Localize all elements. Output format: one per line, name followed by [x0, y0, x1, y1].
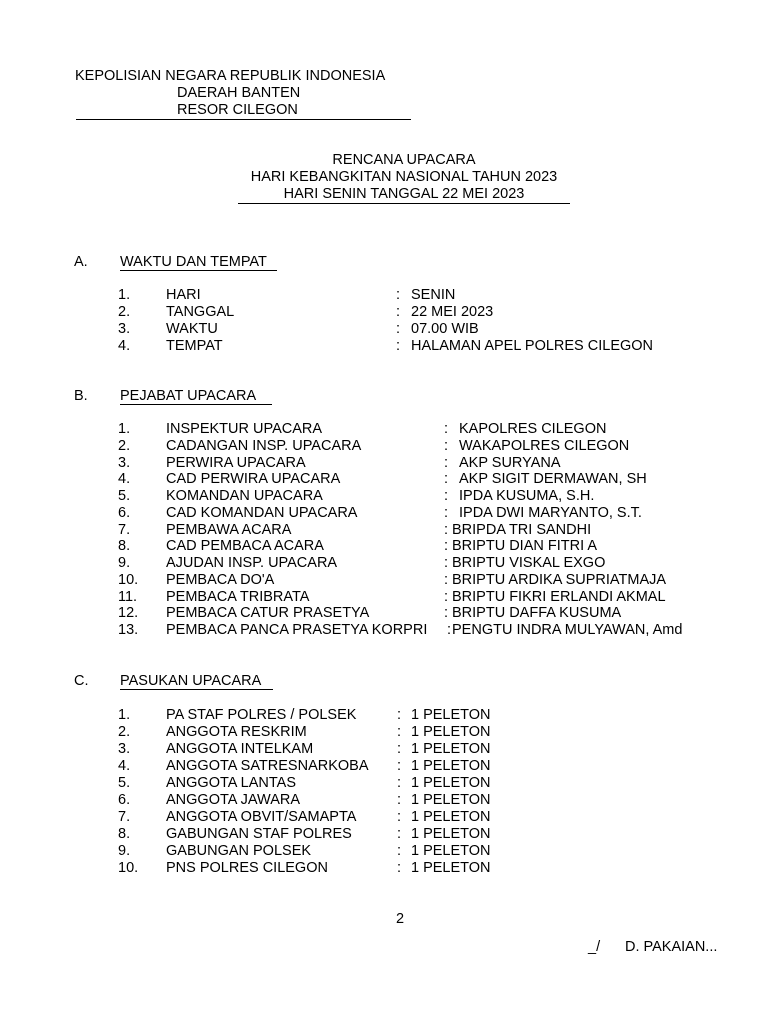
- section-title: WAKTU DAN TEMPAT: [120, 254, 267, 270]
- item-separator: :: [444, 605, 449, 622]
- section-c-heading: [0, 673, 768, 690]
- item-number: 4.: [118, 338, 131, 354]
- item-number: 10.: [118, 571, 139, 588]
- item-label: GABUNGAN STAF POLRES: [166, 826, 352, 842]
- item-value: 1 PELETON: [411, 826, 491, 842]
- item-separator: :: [447, 622, 452, 638]
- list-item: [0, 707, 768, 724]
- item-separator: :: [397, 724, 402, 740]
- list-item: [0, 522, 768, 539]
- section-a-underline: [120, 270, 277, 271]
- item-value: WAKAPOLRES CILEGON: [459, 437, 630, 454]
- letterhead-underline: [76, 119, 411, 120]
- item-label: ANGGOTA OBVIT/SAMAPTA: [166, 809, 357, 825]
- item-number: 9.: [118, 843, 131, 859]
- item-label: PEMBAWA ACARA: [166, 521, 292, 538]
- item-separator: :: [444, 504, 449, 521]
- item-number: 2.: [118, 724, 131, 740]
- letterhead-line-1: KEPOLISIAN NEGARA REPUBLIK INDONESIA: [75, 68, 386, 84]
- item-label: ANGGOTA RESKRIM: [166, 724, 307, 740]
- item-label: PERWIRA UPACARA: [166, 454, 306, 471]
- item-value: AKP SIGIT DERMAWAN, SH: [459, 471, 647, 488]
- item-label: WAKTU: [166, 321, 218, 337]
- list-item: [0, 741, 768, 758]
- list-item: [0, 287, 768, 304]
- item-number: 6.: [118, 504, 131, 521]
- item-separator: :: [397, 843, 402, 859]
- item-label: ANGGOTA SATRESNARKOBA: [166, 758, 369, 774]
- item-number: 8.: [118, 538, 131, 555]
- item-separator: :: [397, 741, 402, 757]
- section-b-heading: [0, 388, 768, 405]
- item-value: 1 PELETON: [411, 775, 491, 791]
- item-value: 1 PELETON: [411, 860, 491, 876]
- item-value: BRIPTU VISKAL EXGO: [452, 555, 606, 571]
- list-item: [0, 471, 768, 488]
- letterhead-line-2: DAERAH BANTEN: [177, 85, 301, 101]
- list-item: [0, 555, 768, 572]
- item-number: 1.: [118, 287, 131, 303]
- item-label: HARI: [166, 287, 201, 303]
- section-letter: B.: [74, 388, 88, 404]
- item-label: PEMBACA PANCA PRASETYA KORPRI: [166, 622, 428, 638]
- item-number: 10.: [118, 860, 139, 876]
- item-value: BRIPDA TRI SANDHI: [452, 521, 592, 538]
- item-label: CAD PERWIRA UPACARA: [166, 471, 341, 488]
- item-value: KAPOLRES CILEGON: [459, 421, 607, 437]
- item-label: TEMPAT: [166, 338, 223, 354]
- item-number: 1.: [118, 707, 131, 723]
- item-label: KOMANDAN UPACARA: [166, 488, 323, 504]
- item-separator: :: [397, 860, 402, 876]
- item-number: 2.: [118, 437, 131, 454]
- list-item: [0, 589, 768, 606]
- list-item: [0, 572, 768, 589]
- item-label: PNS POLRES CILEGON: [166, 860, 328, 876]
- item-separator: :: [397, 792, 402, 808]
- item-separator: :: [444, 471, 449, 488]
- item-value: IPDA KUSUMA, S.H.: [459, 488, 595, 504]
- list-item: [0, 455, 768, 472]
- item-value: BRIPTU FIKRI ERLANDI AKMAL: [452, 588, 666, 605]
- document-title-line-1: RENCANA UPACARA: [332, 152, 476, 168]
- title-underline: [238, 203, 570, 204]
- list-item: [0, 538, 768, 555]
- item-number: 8.: [118, 826, 131, 842]
- item-separator: :: [444, 421, 449, 437]
- item-number: 7.: [118, 521, 131, 538]
- item-separator: :: [397, 707, 402, 723]
- list-item: [0, 843, 768, 860]
- item-number: 9.: [118, 555, 131, 571]
- item-value: HALAMAN APEL POLRES CILEGON: [411, 338, 654, 354]
- item-separator: :: [397, 826, 402, 842]
- item-separator: :: [444, 555, 449, 571]
- section-title: PASUKAN UPACARA: [120, 673, 262, 689]
- list-item: [0, 304, 768, 321]
- item-value: 1 PELETON: [411, 792, 491, 808]
- list-item: [0, 605, 768, 622]
- item-separator: :: [444, 571, 449, 588]
- item-number: 4.: [118, 471, 131, 488]
- list-item: [0, 438, 768, 455]
- item-number: 12.: [118, 605, 139, 622]
- item-value: 07.00 WIB: [411, 321, 479, 337]
- list-item: [0, 860, 768, 877]
- list-item: [0, 338, 768, 355]
- item-separator: :: [444, 538, 449, 555]
- document-title-line-3: HARI SENIN TANGGAL 22 MEI 2023: [283, 186, 525, 202]
- item-number: 3.: [118, 321, 131, 337]
- item-label: PA STAF POLRES / POLSEK: [166, 707, 357, 723]
- item-value: 1 PELETON: [411, 724, 491, 740]
- section-letter: C.: [74, 673, 89, 689]
- item-number: 5.: [118, 488, 131, 504]
- item-number: 5.: [118, 775, 131, 791]
- item-label: GABUNGAN POLSEK: [166, 843, 312, 859]
- item-separator: :: [444, 488, 449, 504]
- section-letter: A.: [74, 254, 88, 270]
- list-item: [0, 826, 768, 843]
- item-separator: :: [444, 454, 449, 471]
- list-item: [0, 488, 768, 505]
- item-label: PEMBACA DO'A: [166, 571, 275, 588]
- item-value: SENIN: [411, 287, 456, 303]
- item-value: IPDA DWI MARYANTO, S.T.: [459, 504, 642, 521]
- item-number: 3.: [118, 741, 131, 757]
- item-value: 1 PELETON: [411, 758, 491, 774]
- item-number: 13.: [118, 622, 139, 638]
- item-label: CAD PEMBACA ACARA: [166, 538, 324, 555]
- section-c-underline: [120, 689, 273, 690]
- list-item: [0, 724, 768, 741]
- item-value: BRIPTU ARDIKA SUPRIATMAJA: [452, 571, 667, 588]
- item-label: TANGGAL: [166, 304, 235, 320]
- item-separator: :: [444, 521, 449, 538]
- item-separator: :: [397, 758, 402, 774]
- item-label: PEMBACA TRIBRATA: [166, 588, 310, 605]
- item-separator: :: [397, 775, 402, 791]
- item-separator: :: [396, 287, 401, 303]
- item-value: 22 MEI 2023: [411, 304, 494, 320]
- item-label: INSPEKTUR UPACARA: [166, 421, 323, 437]
- list-item: [0, 792, 768, 809]
- item-number: 4.: [118, 758, 131, 774]
- item-value: 1 PELETON: [411, 843, 491, 859]
- item-number: 3.: [118, 454, 131, 471]
- list-item: [0, 758, 768, 775]
- letterhead-line-3: RESOR CILEGON: [177, 102, 298, 118]
- page-number: 2: [396, 911, 405, 927]
- item-separator: :: [396, 304, 401, 320]
- item-number: 11.: [118, 588, 138, 605]
- item-value: BRIPTU DIAN FITRI A: [452, 538, 598, 555]
- item-separator: :: [444, 588, 449, 605]
- item-value: AKP SURYANA: [459, 454, 561, 471]
- item-number: 2.: [118, 304, 131, 320]
- item-separator: :: [397, 809, 402, 825]
- item-label: PEMBACA CATUR PRASETYA: [166, 605, 370, 622]
- item-separator: :: [396, 321, 401, 337]
- item-label: CAD KOMANDAN UPACARA: [166, 504, 358, 521]
- item-label: AJUDAN INSP. UPACARA: [166, 555, 338, 571]
- list-item: [0, 622, 768, 639]
- item-label: ANGGOTA JAWARA: [166, 792, 301, 808]
- item-separator: :: [396, 338, 401, 354]
- item-label: ANGGOTA INTELKAM: [166, 741, 314, 757]
- section-a-heading: [0, 254, 768, 271]
- continuation-text: D. PAKAIAN...: [625, 939, 718, 955]
- item-value: PENGTU INDRA MULYAWAN, Amd: [452, 622, 683, 638]
- list-item: [0, 505, 768, 522]
- item-value: BRIPTU DAFFA KUSUMA: [452, 605, 622, 622]
- item-separator: :: [444, 437, 449, 454]
- item-value: 1 PELETON: [411, 707, 491, 723]
- section-title: PEJABAT UPACARA: [120, 388, 257, 404]
- item-number: 6.: [118, 792, 131, 808]
- continuation-mark: _/: [588, 939, 601, 955]
- item-value: 1 PELETON: [411, 741, 491, 757]
- document-title-line-2: HARI KEBANGKITAN NASIONAL TAHUN 2023: [250, 169, 558, 185]
- list-item: [0, 775, 768, 792]
- list-item: [0, 321, 768, 338]
- item-label: CADANGAN INSP. UPACARA: [166, 437, 362, 454]
- section-b-underline: [120, 404, 272, 405]
- item-number: 7.: [118, 809, 131, 825]
- item-label: ANGGOTA LANTAS: [166, 775, 296, 791]
- list-item: [0, 809, 768, 826]
- item-value: 1 PELETON: [411, 809, 491, 825]
- list-item: [0, 421, 768, 438]
- item-number: 1.: [118, 421, 131, 437]
